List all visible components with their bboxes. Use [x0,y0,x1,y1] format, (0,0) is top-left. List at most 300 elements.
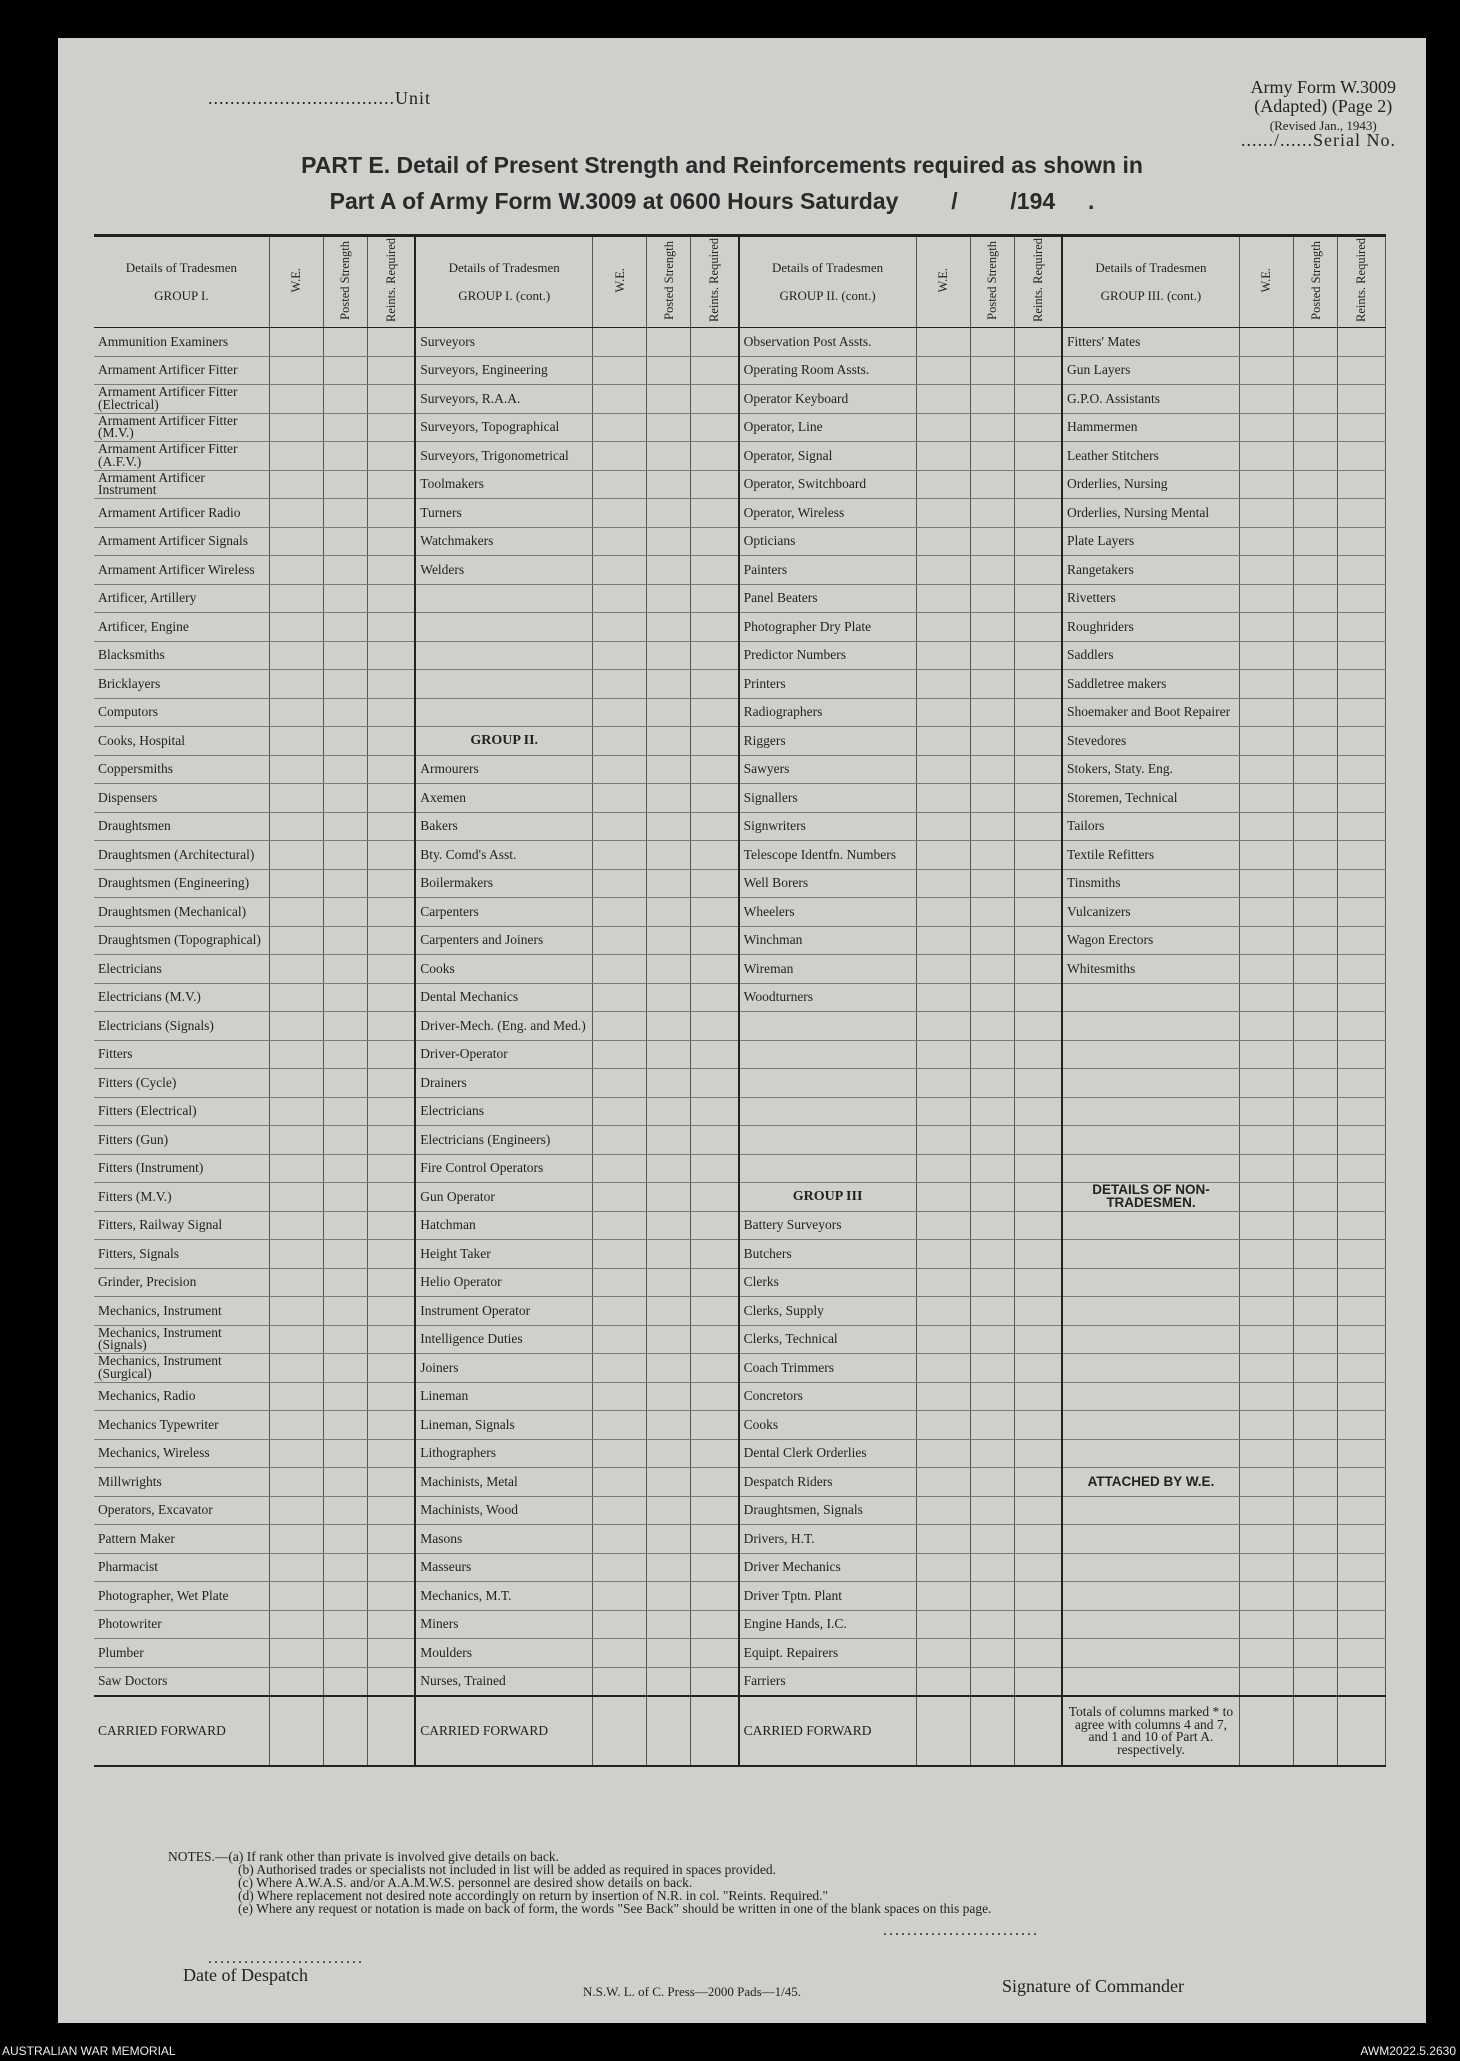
reints-cell[interactable] [691,1667,739,1696]
reints-cell[interactable] [367,613,415,642]
we-cell[interactable] [593,898,647,927]
posted-cell[interactable] [647,385,691,414]
reints-cell[interactable] [1337,1525,1385,1554]
reints-cell[interactable] [1337,1012,1385,1041]
we-cell[interactable] [593,1468,647,1497]
we-cell[interactable] [1239,1211,1293,1240]
we-cell[interactable] [593,1040,647,1069]
reints-cell[interactable] [1014,955,1062,984]
we-cell[interactable] [593,1525,647,1554]
posted-cell[interactable] [323,1667,367,1696]
reints-cell[interactable] [367,1553,415,1582]
posted-cell[interactable] [323,356,367,385]
we-cell[interactable] [1239,898,1293,927]
posted-cell[interactable] [647,1639,691,1668]
reints-cell[interactable] [367,1382,415,1411]
reints-cell[interactable] [1014,1154,1062,1183]
we-cell[interactable] [1239,869,1293,898]
we-cell[interactable] [269,1297,323,1326]
posted-cell[interactable] [970,983,1014,1012]
posted-cell[interactable] [970,698,1014,727]
we-cell[interactable] [916,442,970,471]
reints-cell[interactable] [1014,727,1062,756]
reints-cell[interactable] [691,670,739,699]
we-cell[interactable] [1239,1297,1293,1326]
we-cell[interactable] [593,356,647,385]
we-cell[interactable] [1239,1610,1293,1639]
posted-cell[interactable] [1294,1211,1338,1240]
we-cell[interactable] [269,1468,323,1497]
posted-cell[interactable] [1294,1297,1338,1326]
we-cell[interactable] [269,1667,323,1696]
we-cell[interactable] [593,1639,647,1668]
blank-trade-name[interactable] [415,670,592,699]
posted-cell[interactable] [323,1211,367,1240]
we-cell[interactable] [916,869,970,898]
posted-cell[interactable] [1294,1325,1338,1354]
reints-cell[interactable] [367,869,415,898]
posted-cell[interactable] [647,1012,691,1041]
reints-cell[interactable] [367,527,415,556]
reints-cell[interactable] [1337,983,1385,1012]
we-cell[interactable] [269,613,323,642]
posted-cell[interactable] [1294,1382,1338,1411]
we-cell[interactable] [269,641,323,670]
blank-trade-name[interactable] [1062,1297,1239,1326]
we-cell[interactable] [593,1012,647,1041]
reints-cell[interactable] [1014,1040,1062,1069]
posted-cell[interactable] [323,442,367,471]
posted-cell[interactable] [647,499,691,528]
posted-cell[interactable] [323,1268,367,1297]
we-cell[interactable] [269,356,323,385]
entry-cell[interactable] [593,1696,647,1766]
reints-cell[interactable] [367,1268,415,1297]
reints-cell[interactable] [367,727,415,756]
reints-cell[interactable] [691,1012,739,1041]
posted-cell[interactable] [970,1667,1014,1696]
reints-cell[interactable] [1014,670,1062,699]
posted-cell[interactable] [970,556,1014,585]
posted-cell[interactable] [970,1468,1014,1497]
posted-cell[interactable] [1294,641,1338,670]
reints-cell[interactable] [691,470,739,499]
reints-cell[interactable] [1014,584,1062,613]
reints-cell[interactable] [1337,1667,1385,1696]
reints-cell[interactable] [367,385,415,414]
posted-cell[interactable] [647,470,691,499]
posted-cell[interactable] [1294,727,1338,756]
posted-cell[interactable] [323,1411,367,1440]
posted-cell[interactable] [323,1069,367,1098]
reints-cell[interactable] [367,356,415,385]
posted-cell[interactable] [970,1639,1014,1668]
we-cell[interactable] [269,1439,323,1468]
reints-cell[interactable] [1014,356,1062,385]
reints-cell[interactable] [691,1268,739,1297]
posted-cell[interactable] [647,983,691,1012]
reints-cell[interactable] [691,1097,739,1126]
we-cell[interactable] [1239,1069,1293,1098]
reints-cell[interactable] [691,1126,739,1155]
entry-cell[interactable] [1014,1696,1062,1766]
posted-cell[interactable] [970,1183,1014,1212]
reints-cell[interactable] [1337,898,1385,927]
reints-cell[interactable] [1337,1496,1385,1525]
reints-cell[interactable] [1337,1154,1385,1183]
we-cell[interactable] [593,1553,647,1582]
we-cell[interactable] [916,670,970,699]
posted-cell[interactable] [323,1610,367,1639]
reints-cell[interactable] [1337,926,1385,955]
reints-cell[interactable] [1014,1126,1062,1155]
posted-cell[interactable] [970,613,1014,642]
we-cell[interactable] [593,641,647,670]
reints-cell[interactable] [1337,812,1385,841]
we-cell[interactable] [1239,499,1293,528]
blank-trade-name[interactable] [1062,1610,1239,1639]
posted-cell[interactable] [647,556,691,585]
posted-cell[interactable] [323,955,367,984]
posted-cell[interactable] [647,1667,691,1696]
reints-cell[interactable] [1337,1610,1385,1639]
we-cell[interactable] [1239,1553,1293,1582]
reints-cell[interactable] [691,1525,739,1554]
blank-trade-name[interactable] [415,698,592,727]
reints-cell[interactable] [367,1183,415,1212]
we-cell[interactable] [593,1211,647,1240]
posted-cell[interactable] [323,670,367,699]
reints-cell[interactable] [691,1411,739,1440]
reints-cell[interactable] [1014,1382,1062,1411]
blank-trade-name[interactable] [1062,1582,1239,1611]
reints-cell[interactable] [367,755,415,784]
posted-cell[interactable] [647,613,691,642]
reints-cell[interactable] [1014,499,1062,528]
we-cell[interactable] [1239,1468,1293,1497]
reints-cell[interactable] [1337,1097,1385,1126]
reints-cell[interactable] [691,1610,739,1639]
reints-cell[interactable] [367,328,415,357]
we-cell[interactable] [1239,983,1293,1012]
posted-cell[interactable] [647,1354,691,1383]
we-cell[interactable] [269,1069,323,1098]
posted-cell[interactable] [1294,442,1338,471]
posted-cell[interactable] [1294,556,1338,585]
posted-cell[interactable] [970,442,1014,471]
reints-cell[interactable] [1014,1297,1062,1326]
posted-cell[interactable] [647,1439,691,1468]
reints-cell[interactable] [367,1297,415,1326]
we-cell[interactable] [916,812,970,841]
we-cell[interactable] [593,1154,647,1183]
we-cell[interactable] [269,1382,323,1411]
we-cell[interactable] [593,1297,647,1326]
we-cell[interactable] [916,755,970,784]
posted-cell[interactable] [647,1268,691,1297]
posted-cell[interactable] [1294,784,1338,813]
blank-trade-name[interactable] [415,641,592,670]
posted-cell[interactable] [647,641,691,670]
reints-cell[interactable] [691,755,739,784]
posted-cell[interactable] [1294,812,1338,841]
we-cell[interactable] [269,1154,323,1183]
we-cell[interactable] [593,1439,647,1468]
we-cell[interactable] [1239,1667,1293,1696]
reints-cell[interactable] [691,1240,739,1269]
posted-cell[interactable] [970,1439,1014,1468]
we-cell[interactable] [269,1496,323,1525]
we-cell[interactable] [1239,1354,1293,1383]
reints-cell[interactable] [367,1639,415,1668]
reints-cell[interactable] [367,955,415,984]
we-cell[interactable] [269,1240,323,1269]
we-cell[interactable] [1239,356,1293,385]
we-cell[interactable] [916,556,970,585]
posted-cell[interactable] [647,1211,691,1240]
posted-cell[interactable] [970,641,1014,670]
posted-cell[interactable] [1294,1525,1338,1554]
posted-cell[interactable] [970,1496,1014,1525]
reints-cell[interactable] [367,1610,415,1639]
we-cell[interactable] [916,1553,970,1582]
reints-cell[interactable] [1014,1639,1062,1668]
reints-cell[interactable] [691,1211,739,1240]
posted-cell[interactable] [970,1069,1014,1098]
reints-cell[interactable] [691,584,739,613]
we-cell[interactable] [916,841,970,870]
reints-cell[interactable] [1337,413,1385,442]
we-cell[interactable] [593,926,647,955]
we-cell[interactable] [1239,1126,1293,1155]
posted-cell[interactable] [970,328,1014,357]
posted-cell[interactable] [970,499,1014,528]
posted-cell[interactable] [323,499,367,528]
posted-cell[interactable] [970,1240,1014,1269]
we-cell[interactable] [1239,1439,1293,1468]
posted-cell[interactable] [323,1468,367,1497]
reints-cell[interactable] [1014,1183,1062,1212]
posted-cell[interactable] [647,1325,691,1354]
reints-cell[interactable] [1337,584,1385,613]
reints-cell[interactable] [1337,841,1385,870]
posted-cell[interactable] [1294,1268,1338,1297]
we-cell[interactable] [269,727,323,756]
entry-cell[interactable] [1337,1696,1385,1766]
we-cell[interactable] [1239,812,1293,841]
reints-cell[interactable] [367,1069,415,1098]
reints-cell[interactable] [691,1154,739,1183]
reints-cell[interactable] [367,698,415,727]
blank-trade-name[interactable] [1062,1354,1239,1383]
reints-cell[interactable] [1337,755,1385,784]
we-cell[interactable] [1239,1525,1293,1554]
reints-cell[interactable] [1337,556,1385,585]
we-cell[interactable] [916,1012,970,1041]
reints-cell[interactable] [1014,1496,1062,1525]
we-cell[interactable] [269,413,323,442]
reints-cell[interactable] [691,641,739,670]
reints-cell[interactable] [1014,1525,1062,1554]
posted-cell[interactable] [1294,898,1338,927]
we-cell[interactable] [269,898,323,927]
posted-cell[interactable] [323,413,367,442]
posted-cell[interactable] [1294,385,1338,414]
we-cell[interactable] [916,1411,970,1440]
posted-cell[interactable] [1294,1553,1338,1582]
we-cell[interactable] [1239,841,1293,870]
we-cell[interactable] [916,698,970,727]
posted-cell[interactable] [647,1183,691,1212]
reints-cell[interactable] [1014,470,1062,499]
we-cell[interactable] [593,584,647,613]
we-cell[interactable] [1239,1382,1293,1411]
we-cell[interactable] [593,1183,647,1212]
reints-cell[interactable] [1014,698,1062,727]
posted-cell[interactable] [1294,1610,1338,1639]
posted-cell[interactable] [970,1354,1014,1383]
reints-cell[interactable] [1014,1354,1062,1383]
reints-cell[interactable] [1337,1211,1385,1240]
reints-cell[interactable] [367,841,415,870]
posted-cell[interactable] [647,1097,691,1126]
reints-cell[interactable] [691,841,739,870]
blank-trade-name[interactable] [739,1126,916,1155]
posted-cell[interactable] [1294,1468,1338,1497]
posted-cell[interactable] [647,1382,691,1411]
we-cell[interactable] [916,1439,970,1468]
we-cell[interactable] [593,698,647,727]
we-cell[interactable] [593,1667,647,1696]
we-cell[interactable] [269,499,323,528]
reints-cell[interactable] [691,1582,739,1611]
posted-cell[interactable] [970,1297,1014,1326]
posted-cell[interactable] [647,1468,691,1497]
posted-cell[interactable] [647,955,691,984]
posted-cell[interactable] [970,470,1014,499]
posted-cell[interactable] [970,356,1014,385]
posted-cell[interactable] [647,584,691,613]
we-cell[interactable] [593,1354,647,1383]
we-cell[interactable] [1239,584,1293,613]
posted-cell[interactable] [323,698,367,727]
posted-cell[interactable] [1294,983,1338,1012]
we-cell[interactable] [593,727,647,756]
reints-cell[interactable] [691,1382,739,1411]
reints-cell[interactable] [367,898,415,927]
reints-cell[interactable] [1337,1183,1385,1212]
reints-cell[interactable] [367,784,415,813]
reints-cell[interactable] [1337,1639,1385,1668]
posted-cell[interactable] [647,1525,691,1554]
we-cell[interactable] [1239,527,1293,556]
we-cell[interactable] [269,812,323,841]
reints-cell[interactable] [691,556,739,585]
reints-cell[interactable] [367,1012,415,1041]
reints-cell[interactable] [367,499,415,528]
reints-cell[interactable] [1014,385,1062,414]
reints-cell[interactable] [367,1097,415,1126]
posted-cell[interactable] [970,1610,1014,1639]
we-cell[interactable] [916,727,970,756]
reints-cell[interactable] [367,670,415,699]
reints-cell[interactable] [1014,784,1062,813]
we-cell[interactable] [269,755,323,784]
we-cell[interactable] [916,1097,970,1126]
reints-cell[interactable] [1014,1012,1062,1041]
we-cell[interactable] [269,670,323,699]
reints-cell[interactable] [367,641,415,670]
posted-cell[interactable] [647,328,691,357]
blank-trade-name[interactable] [1062,1154,1239,1183]
we-cell[interactable] [916,328,970,357]
posted-cell[interactable] [1294,1240,1338,1269]
posted-cell[interactable] [647,1582,691,1611]
reints-cell[interactable] [691,1639,739,1668]
reints-cell[interactable] [691,1183,739,1212]
we-cell[interactable] [1239,926,1293,955]
we-cell[interactable] [916,1268,970,1297]
posted-cell[interactable] [323,556,367,585]
blank-trade-name[interactable] [1062,1012,1239,1041]
reints-cell[interactable] [1014,869,1062,898]
we-cell[interactable] [593,784,647,813]
reints-cell[interactable] [1014,1211,1062,1240]
posted-cell[interactable] [1294,755,1338,784]
we-cell[interactable] [916,1468,970,1497]
reints-cell[interactable] [1014,1240,1062,1269]
we-cell[interactable] [916,1382,970,1411]
posted-cell[interactable] [970,1325,1014,1354]
reints-cell[interactable] [1014,841,1062,870]
reints-cell[interactable] [1337,1069,1385,1098]
posted-cell[interactable] [323,812,367,841]
reints-cell[interactable] [1337,784,1385,813]
we-cell[interactable] [916,1525,970,1554]
we-cell[interactable] [593,1069,647,1098]
posted-cell[interactable] [1294,1183,1338,1212]
reints-cell[interactable] [691,812,739,841]
we-cell[interactable] [1239,955,1293,984]
reints-cell[interactable] [691,898,739,927]
reints-cell[interactable] [691,499,739,528]
reints-cell[interactable] [1014,1468,1062,1497]
we-cell[interactable] [1239,556,1293,585]
we-cell[interactable] [916,641,970,670]
posted-cell[interactable] [323,983,367,1012]
posted-cell[interactable] [323,1154,367,1183]
we-cell[interactable] [916,385,970,414]
we-cell[interactable] [269,869,323,898]
reints-cell[interactable] [1014,898,1062,927]
we-cell[interactable] [1239,1240,1293,1269]
blank-trade-name[interactable] [1062,1439,1239,1468]
reints-cell[interactable] [367,1439,415,1468]
we-cell[interactable] [1239,613,1293,642]
reints-cell[interactable] [1337,1439,1385,1468]
posted-cell[interactable] [1294,584,1338,613]
we-cell[interactable] [269,1211,323,1240]
we-cell[interactable] [593,442,647,471]
reints-cell[interactable] [367,1040,415,1069]
posted-cell[interactable] [970,1126,1014,1155]
we-cell[interactable] [916,1582,970,1611]
we-cell[interactable] [593,1240,647,1269]
reints-cell[interactable] [691,527,739,556]
reints-cell[interactable] [691,1468,739,1497]
reints-cell[interactable] [1337,670,1385,699]
blank-trade-name[interactable] [739,1012,916,1041]
